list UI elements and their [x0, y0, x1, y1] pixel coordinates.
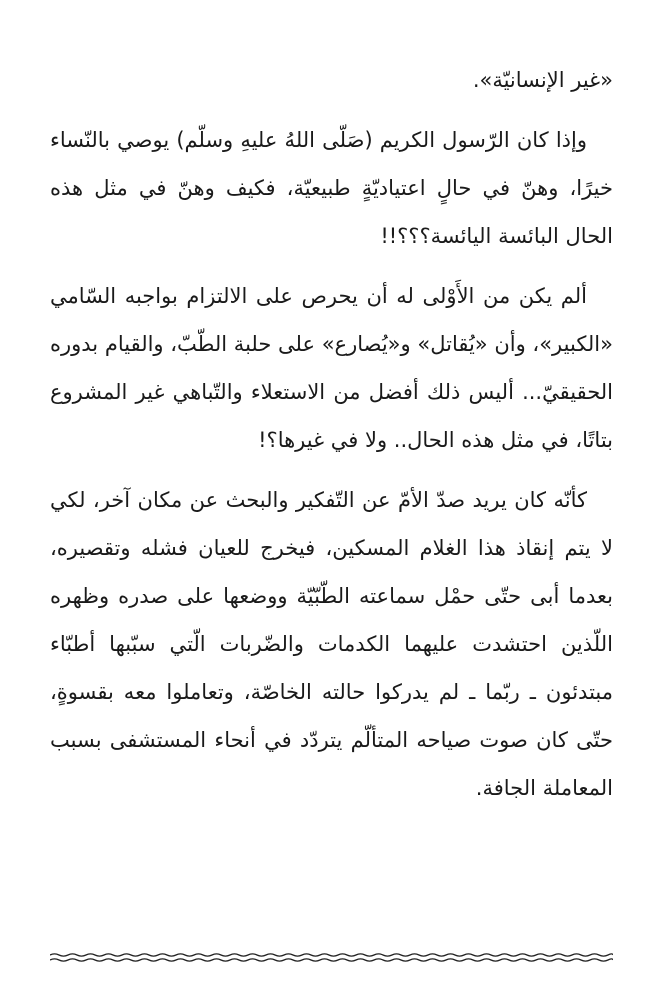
- paragraph-2: وإذا كان الرّسول الكريم (صَلّى اللهُ عليهِ وسلّم) يوصي بالنّساء خيرًا، وهنّ في حالٍ اعتياديّةٍ طبيعيّة، فكيف وهنّ في مثل هذه الحال البائسة اليائسة؟؟؟!!: [50, 128, 613, 248]
- paragraph-4: كأنّه كان يريد صدّ الأمّ عن التّفكير والبحث عن مكان آخر، لكي لا يتم إنقاذ هذا الغلام المسكين، فيخرج للعيان فشله وتقصيره، بعدما أبى حتّى حمْل سماعته الطّبّيّة ووضعها على صدره وظهره اللّذين احتشدت عليهما الكدمات والضّربات الّتي سبّبها أطبّاء مبتدئون ـ ربّما ـ لم يدركوا حالته الخاصّة، وتعاملوا معه بقسوةٍ، حتّى كان صوت صياحه المتألّم يتردّد في أنحاء المستشفى بسبب المعاملة الجافة.: [50, 488, 613, 800]
- wavy-divider: [50, 950, 613, 966]
- paragraph-1: «غير الإنسانيّة».: [472, 68, 613, 92]
- paragraph-3: ألم يكن من الأَوْلى له أن يحرص على الالتزام بواجبه السّامي «الكبير»، وأن «يُقاتل» و«يُصارع» على حلبة الطّبّ، والقيام بدوره الحقيقيّ... أليس ذلك أفضل من الاستعلاء والتّباهي غير المشروع بتاتًا، في مثل هذه الحال.. ولا في غيرها؟!: [50, 284, 613, 452]
- page-body: [50, 56, 613, 824]
